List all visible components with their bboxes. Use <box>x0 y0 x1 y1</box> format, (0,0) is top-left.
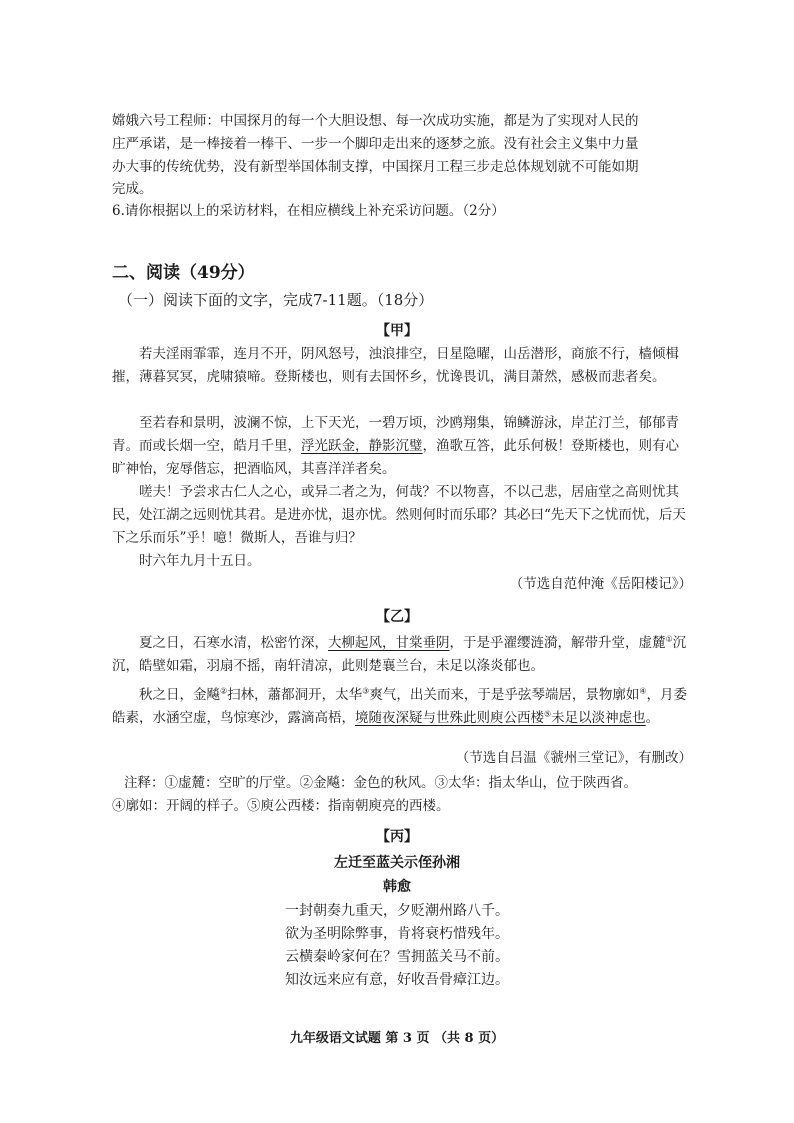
passage-yi-p1: 夏之日，石寒水清，松密竹深，大柳起风，甘棠垂阴，于是乎濯缨涟漪，解带升堂，虚麓①沉沉，皓壁如霜，羽扇不摇，南轩清凉，此则楚襄兰台，未足以涤炎郁也。 <box>112 634 687 674</box>
underlined-sentence: 境随夜深疑与世殊此则庾公西楼⑤未足以淡神虑也 <box>355 709 646 726</box>
passage-jia-source: （节选自范仲淹《岳阳楼记》） <box>509 576 692 592</box>
passage-bing-mark: 【丙】 <box>376 829 418 845</box>
passage-jia-p3: 嗟夫！予尝求古仁人之心，或异二者之为，何哉？不以物喜，不以己悲，居庙堂之高则忧其民，处江湖之远则忧其君。是进亦忧，退亦忧。然则何时而乐耶？其必曰“先天下之忧而忧，后天下之乐而乐”乎！噫！微斯人，吾谁与归？ <box>112 484 686 546</box>
passage-yi-source: （节选自吕温《虢州三堂记》，有删改） <box>455 750 692 766</box>
passage-yi-notes-1: 注释：①虚麓：空旷的厅堂。②金飚：金色的秋风。③太华：指太华山，位于陕西省。 <box>124 775 637 791</box>
page-footer: 九年级语文试题 第 3 页 （共 8 页） <box>289 1031 505 1046</box>
poem-author: 韩愈 <box>383 879 411 895</box>
footnote-marker: ③ <box>362 686 370 696</box>
passage-jia-date: 时六年九月十五日。 <box>139 553 261 569</box>
passage-yi-mark: 【乙】 <box>376 609 418 625</box>
passage-yi-p2: 秋之日，金飚②扫林，蕭都洞开，太华③爽气，出关而来，于是乎弦琴端居，景物廓如④，月委皓素，水涵空虚，鸟惊寒沙，露滴高梧，境随夜深疑与世殊此则庾公西楼⑤未足以淡神虑也。 <box>112 686 688 726</box>
section-heading: 二、阅读（49分） <box>112 263 255 283</box>
poem-line-1: 一封朝奏九重天，夕贬潮州路八千。 <box>285 903 509 919</box>
intro-line-3: 办大事的传统优势，没有新型举国体制支撑，中国探月工程三步走总体规划就不可能如期 <box>112 159 639 175</box>
poem-line-4: 知汝远来应有意，好收吾骨瘴江边。 <box>285 972 509 988</box>
intro-line-4: 完成。 <box>112 181 153 197</box>
poem-line-2: 欲为圣明除弊事，肯将衰朽惜残年。 <box>285 926 509 942</box>
poem-title: 左迁至蓝关示侄孙湘 <box>334 855 460 871</box>
footnote-marker: ① <box>665 634 673 644</box>
part-1-instruction: （一）阅读下面的文字，完成7-11题。（18分） <box>118 291 434 309</box>
passage-jia-p2: 至若春和景明，波澜不惊，上下天光，一碧万顷，沙鸥翔集，锦鳞游泳，岸芷汀兰，郁郁青青。而或长烟一空，皓月千里，浮光跃金，静影沉璧，渔歌互答，此乐何极！登斯楼也，则有心旷神怡，宠辱偕忘，把酒临风，其喜洋洋者矣。 <box>112 415 679 477</box>
footnote-marker: ② <box>220 686 228 696</box>
passage-jia-p1: 若夫淫雨霏霏，连月不开，阴风怒号，浊浪排空，日星隐曜，山岳潜形，商旅不行，樯倾楫摧，薄暮冥冥，虎啸猿啼。登斯楼也，则有去国怀乡，忧谗畏讥，满目萧然，感极而悲者矣。 <box>112 346 679 385</box>
question-6: 6.请你根据以上的采访材料，在相应横线上补充采访问题。（2分） <box>112 203 505 219</box>
intro-line-2: 庄严承诺，是一棒接着一棒干、一步一个脚印走出来的逐梦之旅。没有社会主义集中力量 <box>112 136 639 152</box>
intro-line-1: 嫦娥六号工程师：中国探月的每一个大胆设想、每一次成功实施，都是为了实现对人民的 <box>112 113 639 129</box>
passage-yi-notes-2: ④廓如：开阔的样子。⑤庾公西楼：指南朝庾亮的西楼。 <box>112 798 450 814</box>
passage-jia-mark: 【甲】 <box>376 323 418 339</box>
footnote-marker: ④ <box>639 686 647 696</box>
underlined-sentence: 大柳起风，甘棠垂阴 <box>328 635 450 651</box>
poem-line-3: 云横秦岭家何在？雪拥蓝关马不前。 <box>285 949 509 965</box>
underlined-sentence: 浮光跃金，静影沉璧 <box>301 438 423 454</box>
